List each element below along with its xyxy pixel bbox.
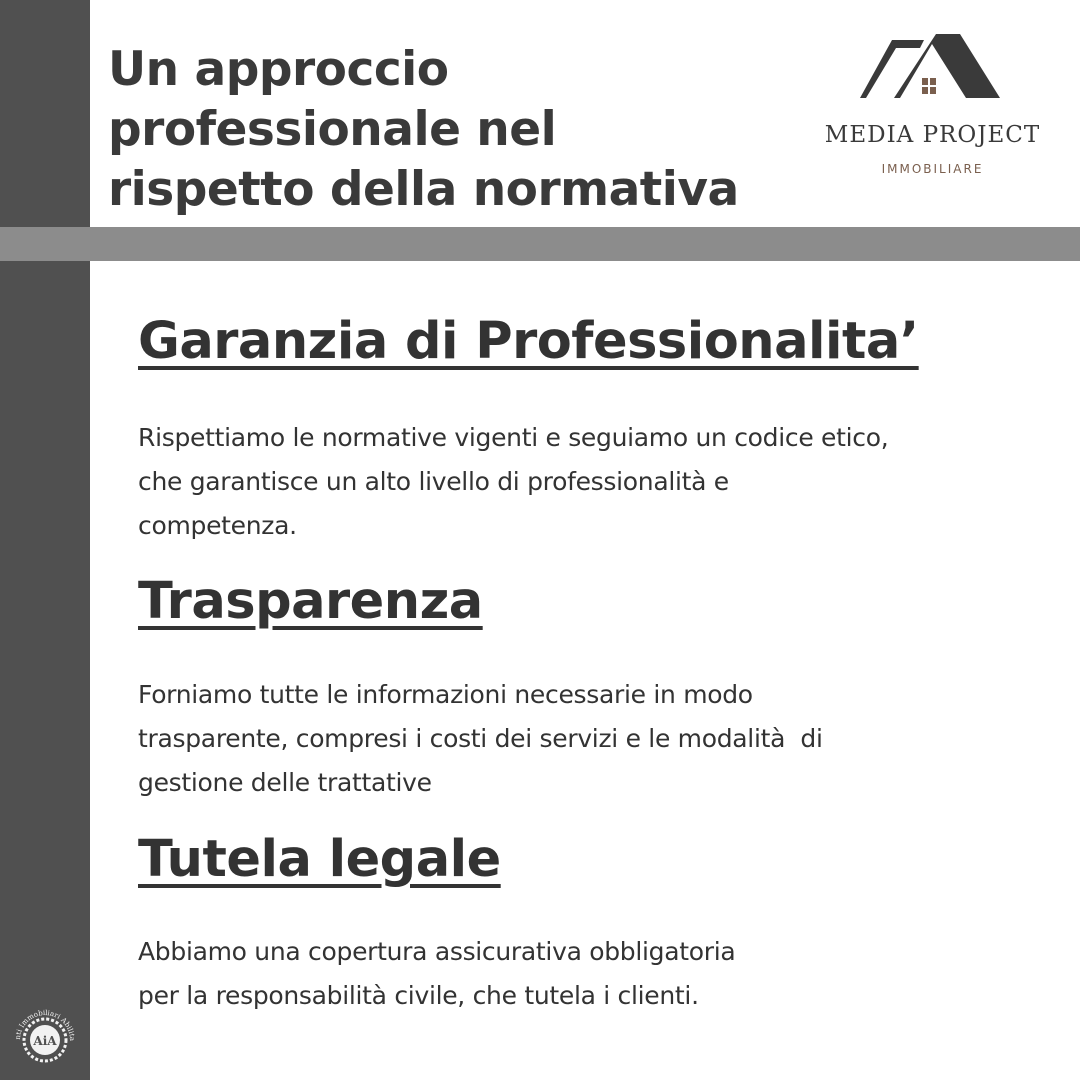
section-title-tutela-legale: Tutela legale [138, 830, 501, 889]
header-divider-band [0, 227, 1080, 261]
section-text-line: gestione delle trattative [138, 768, 432, 797]
logo-subtitle: IMMOBILIARE [881, 162, 984, 176]
section-title-trasparenza: Trasparenza [138, 572, 483, 631]
association-seal-icon [8, 1000, 82, 1074]
section-text-line: Abbiamo una copertura assicurativa obbligatoria [138, 937, 736, 966]
section-text-line: Forniamo tutte le informazioni necessarie in modo [138, 680, 753, 709]
section-text-line: che garantisce un alto livello di professionalità e [138, 467, 729, 496]
logo-name: MEDIA PROJECT [824, 122, 1041, 148]
left-side-bar [0, 0, 90, 1080]
section-title-professionalita: Garanzia di Professionalita’ [138, 312, 919, 371]
seal-monogram: AiA [33, 1034, 57, 1048]
section-text-line: per la responsabilità civile, che tutela i clienti. [138, 981, 699, 1010]
section-text-line: trasparente, compresi i costi dei servizi e le modalità di [138, 724, 823, 753]
house-roof-icon [860, 30, 1005, 105]
section-text-line: competenza. [138, 511, 297, 540]
section-text-tutela-legale [138, 930, 1038, 1018]
page-headline [108, 40, 808, 220]
section-text-professionalita [138, 416, 1038, 548]
seal-text: nti Immobiliari Abilita [13, 1008, 77, 1042]
headline-line: professionale nel [108, 102, 557, 157]
headline-line: rispetto della normativa [108, 162, 739, 217]
headline-line: Un approccio [108, 42, 449, 97]
section-text-line: Rispettiamo le normative vigenti e seguiamo un codice etico, [138, 423, 889, 452]
media-project-logo [820, 30, 1045, 190]
section-text-trasparenza [138, 673, 1038, 805]
